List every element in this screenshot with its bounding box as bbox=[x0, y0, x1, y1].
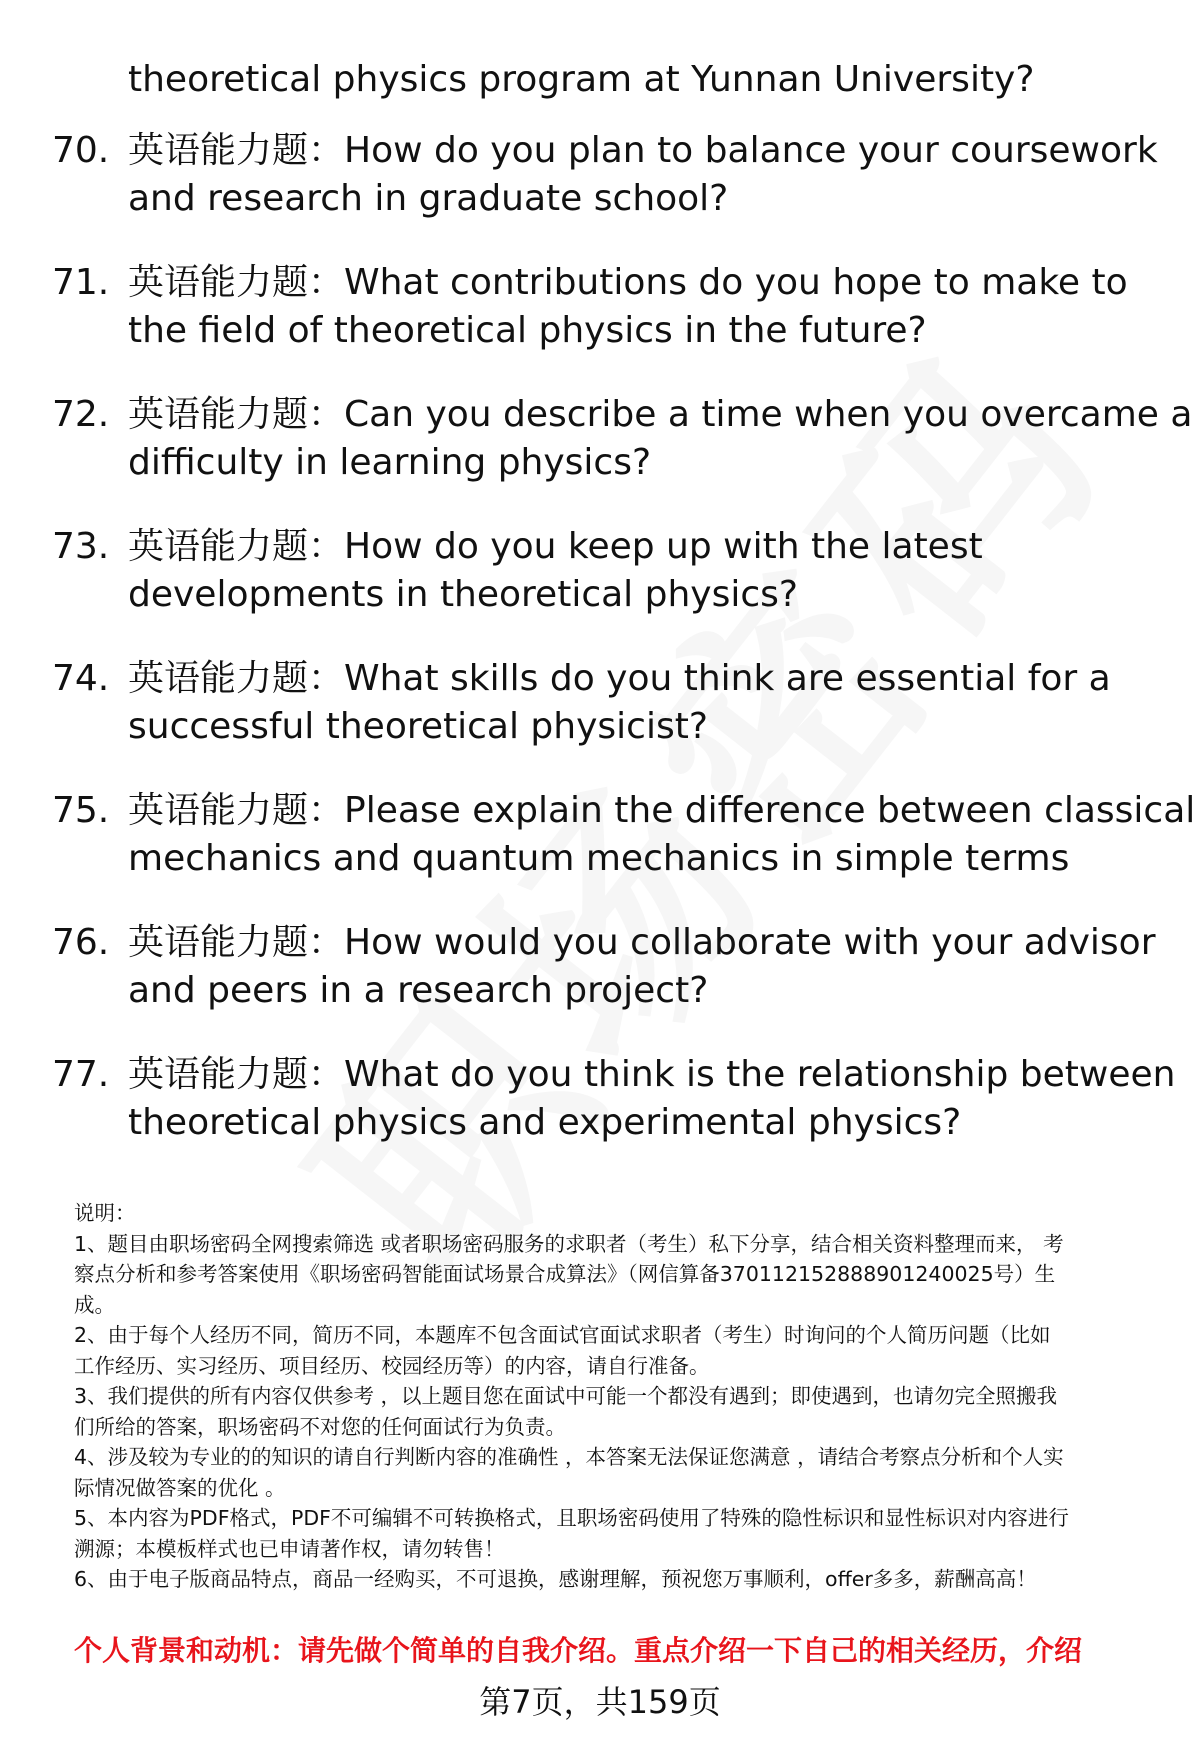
question-text bbox=[128, 919, 1158, 1015]
question-text bbox=[128, 259, 1158, 355]
note-line: 成。 bbox=[74, 1292, 115, 1317]
question-line: 英语能力题：What do you think is the relationship between bbox=[128, 1054, 1176, 1095]
question-line: developments in theoretical physics? bbox=[128, 574, 799, 615]
question-line: 英语能力题：Can you describe a time when you overcame a bbox=[128, 394, 1193, 435]
note-line: 3、我们提供的所有内容仅供参考 ，以上题目您在面试中可能一个都没有遇到；即使遇到，也请勿完全照搬我 bbox=[74, 1384, 1058, 1408]
question-number: 72. bbox=[52, 394, 110, 435]
question-line: successful theoretical physicist? bbox=[128, 706, 708, 747]
note-line: 5、本内容为PDF格式，PDF不可编辑不可转换格式，且职场密码使用了特殊的隐性标识和显性标识对内容进行 bbox=[74, 1506, 1069, 1530]
note-line: 工作经历、实习经历、项目经历、校园经历等）的内容，请自行准备。 bbox=[74, 1353, 710, 1378]
question-text bbox=[128, 787, 1196, 883]
note-line: 6、由于电子版商品特点，商品一经购买，不可退换，感谢理解，预祝您万事顺利，offer多多，薪酬高高！ bbox=[74, 1567, 1037, 1591]
question-continuation: theoretical physics program at Yunnan University? bbox=[128, 59, 1035, 100]
question-number: 77. bbox=[52, 1054, 110, 1095]
note-line: 际情况做答案的优化 。 bbox=[74, 1475, 286, 1500]
question-number: 71. bbox=[52, 262, 110, 303]
notes-title: 说明： bbox=[74, 1201, 136, 1225]
note-line: 察点分析和参考答案使用《职场密码智能面试场景合成算法》（网信算备370112152888901240025号）生 bbox=[74, 1262, 1056, 1286]
question-number: 73. bbox=[52, 526, 110, 567]
question-number: 74. bbox=[52, 658, 110, 699]
question-line: 英语能力题：Please explain the difference between classical bbox=[128, 790, 1196, 831]
next-question-heading: 个人背景和动机：请先做个简单的自我介绍。重点介绍一下自己的相关经历，介绍 bbox=[74, 1634, 1083, 1667]
question-text bbox=[128, 127, 1158, 223]
notes-section bbox=[74, 1198, 1154, 1595]
question-line: 英语能力题：How do you plan to balance your coursework bbox=[128, 130, 1158, 171]
question-line: 英语能力题：How do you keep up with the latest bbox=[128, 526, 983, 567]
question-line: 英语能力题：How would you collaborate with your advisor bbox=[128, 922, 1156, 963]
question-text bbox=[128, 523, 1158, 619]
question-line: the field of theoretical physics in the future? bbox=[128, 310, 927, 351]
question-line: 英语能力题：What skills do you think are essential for a bbox=[128, 658, 1111, 699]
question-number: 76. bbox=[52, 922, 110, 963]
question-text bbox=[128, 1051, 1176, 1147]
question-line: difficulty in learning physics? bbox=[128, 442, 652, 483]
question-line: and peers in a research project? bbox=[128, 970, 709, 1011]
question-number: 75. bbox=[52, 790, 110, 831]
note-line: 2、由于每个人经历不同，简历不同，本题库不包含面试官面试求职者（考生）时询问的个人简历问题（比如 bbox=[74, 1323, 1051, 1347]
question-number: 70. bbox=[52, 130, 110, 171]
question-text bbox=[128, 655, 1158, 751]
note-line: 4、涉及较为专业的的知识的请自行判断内容的准确性 ，本答案无法保证您满意 ，请结合考察点分析和个人实 bbox=[74, 1445, 1064, 1469]
page-number: 第7页，共159页 bbox=[479, 1683, 721, 1721]
note-line: 溯源；本模板样式也已申请著作权，请勿转售！ bbox=[74, 1536, 505, 1561]
question-line: 英语能力题：What contributions do you hope to make to bbox=[128, 262, 1128, 303]
question-text bbox=[128, 391, 1193, 487]
question-line: and research in graduate school? bbox=[128, 178, 729, 219]
question-line: mechanics and quantum mechanics in simple terms bbox=[128, 838, 1070, 879]
note-line: 1、题目由职场密码全网搜索筛选 或者职场密码服务的求职者（考生）私下分享，结合相关资料整理而来， 考 bbox=[74, 1231, 1064, 1256]
question-line: theoretical physics and experimental physics? bbox=[128, 1102, 962, 1143]
note-line: 们所给的答案，职场密码不对您的任何面试行为负责。 bbox=[74, 1414, 566, 1439]
